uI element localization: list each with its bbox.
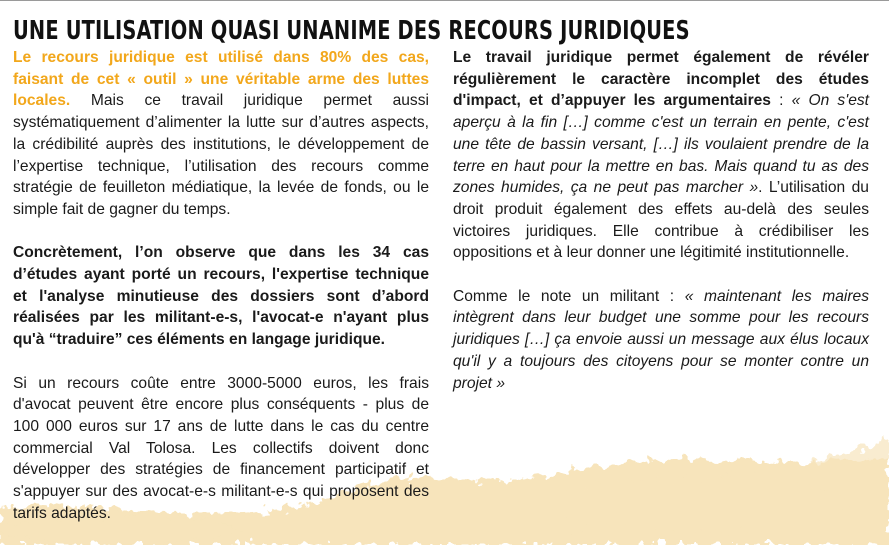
right-paragraph-1-body: . L’utilisation du droit produit également des effets au-delà des seules victoires juridiques. Elle contribue à crédibiliser les oppositions et à leur donner une légitimité institutionnelle. <box>453 179 869 262</box>
right-paragraph-1-lead: Le travail juridique permet également de révéler régulièrement le caractère incomplet des études d'impact, et d’appuyer les argumentaires <box>453 49 869 110</box>
right-paragraph-1 <box>453 47 869 264</box>
right-paragraph-1-colon: : <box>770 92 792 110</box>
right-column <box>453 47 869 416</box>
left-paragraph-1 <box>13 47 429 221</box>
right-paragraph-2-intro: Comme le note un militant : <box>453 287 685 305</box>
highlight-statement: Le recours juridique est utilisé dans 80% des cas, faisant de cet « outil » une véritable arme des luttes locales. <box>13 49 429 110</box>
left-paragraph-2: Concrètement, l’on observe que dans les 34 cas d’études ayant porté un recours, l'expertise technique et l'analyse minutieuse des dossiers sont d’abord réalisées par les militant-e-s, l'avocat-e n'ayant plus qu'à “traduire” ces éléments en langage juridique. <box>13 244 429 349</box>
left-column <box>13 47 429 546</box>
page-title: UNE UTILISATION QUASI UNANIME DES RECOURS JURIDIQUES <box>13 16 690 46</box>
left-paragraph-1-body: Mais ce travail juridique permet aussi systématiquement d’alimenter la lutte sur d’autres aspects, la crédibilité auprès des institutions, le développement de l’expertise technique, l’utilisation des recours comme stratégie de feuilleton médiatique, la levée de fonds, ou le simple fait de gagner du temps. <box>13 92 429 218</box>
left-paragraph-3: Si un recours coûte entre 3000-5000 euros, les frais d'avocat peuvent être encore plus conséquents - plus de 100 000 euros sur 17 ans de lutte dans le cas du centre commercial Val Tolosa. Les collectifs doivent donc développer des stratégies de financement participatif et s'appuyer sur des avocat-e-s militant-e-s qui proposent des tarifs adaptés. <box>13 374 429 522</box>
quote-2: « maintenant les maires intègrent dans leur budget une somme pour les recours juridiques […] ça envoie aussi un message aux élus locaux qu'il y a toujours des citoyens pour se monter contre un projet » <box>453 287 870 392</box>
quote-1: « On s'est aperçu à la fin […] comme c'est un terrain en pente, c'est une tête de bassin versant, […] ils voulaient prendre de la terre en haut pour la mettre en bas. Mais quand tu as des zones humides, ça ne peut pas marcher » <box>453 92 870 197</box>
right-paragraph-2 <box>453 286 869 395</box>
